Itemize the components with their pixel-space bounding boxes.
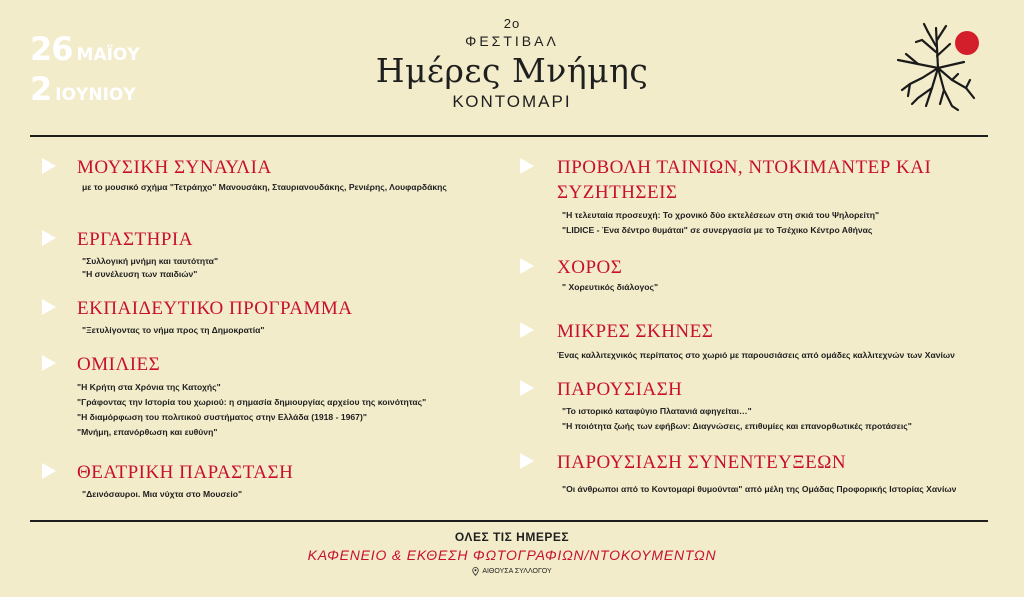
section-title: ΠΡΟΒΟΛΗ ΤΑΙΝΙΩΝ, ΝΤΟΚΙΜΑΝΤΕΡ ΚΑΙ (557, 157, 932, 178)
program-section (42, 353, 426, 439)
play-triangle-icon (520, 322, 534, 338)
play-triangle-icon (520, 158, 534, 174)
section-item: "Οι άνθρωποι από το Κοντομαρί θυμούνται" από μέλη της Ομάδας Προφορικής Ιστορίας Χανίων (562, 484, 957, 494)
venue-label: ΑΙΘΟΥΣΑ ΣΥΛΛΟΓΟΥ (482, 568, 552, 575)
section-title: ΜΟΥΣΙΚΗ ΣΥΝΑΥΛΙΑ (77, 157, 272, 178)
play-triangle-icon (520, 258, 534, 274)
section-item: "Η διαμόρφωση του πολιτικού συστήματος στην Ελλάδα (1918 - 1967)" (77, 412, 367, 422)
footer (0, 530, 1024, 576)
section-title: ΟΜΙΛΙΕΣ (77, 354, 161, 375)
festival-title: Ημέρες Μνήμης (375, 51, 649, 90)
section-item: "Η Κρήτη στα Χρόνια της Κατοχής" (77, 382, 221, 392)
section-item: "LIDICE - Ένα δέντρο θυμάται" σε συνεργασία με το Τσέχικο Κέντρο Αθήνας (562, 225, 873, 235)
play-triangle-icon (42, 299, 56, 315)
footer-activity: ΚΑΦΕΝΕΙΟ & ΕΚΘΕΣΗ ΦΩΤΟΓΡΑΦΙΩΝ/ΝΤΟΚΟΥΜΕΝΤΩΝ (307, 547, 717, 563)
section-item: "Δεινόσαυροι. Μια νύχτα στο Μουσείο" (82, 489, 243, 499)
section-item: " Χορευτικός διάλογος" (562, 282, 659, 292)
venue (0, 567, 1024, 576)
section-title: ΠΑΡΟΥΣΙΑΣΗ (557, 379, 683, 400)
section-item: "Συλλογική μνήμη και ταυτότητα" (82, 256, 219, 266)
play-triangle-icon (42, 463, 56, 479)
section-title: ΕΚΠΑΙΔΕΥΤΙΚΟ ΠΡΟΓΡΑΜΜΑ (77, 298, 353, 319)
right-program-column (520, 156, 1000, 506)
start-month: ΜΑΪΟΥ (76, 45, 140, 65)
section-item: με το μουσικό σχήμα "Τετράηχο" Μανουσάκη, Σταυριανουδάκης, Ρενιέρης, Λουφαρδάκης (82, 182, 447, 192)
section-item: "Η ποιότητα ζωής των εφήβων: Διαγνώσεις, επιθυμίες και επανορθωτικές προτάσεις" (562, 421, 912, 431)
section-title: ΕΡΓΑΣΤΗΡΙΑ (77, 229, 193, 250)
play-triangle-icon (42, 158, 56, 174)
festival-place: ΚΟΝΤΟΜΑΡΙ (452, 92, 572, 111)
festival-header (0, 16, 1024, 112)
tree-roots-logo-icon (888, 18, 988, 114)
play-triangle-icon (520, 453, 534, 469)
program-section (520, 320, 955, 362)
footer-divider (30, 520, 988, 522)
play-triangle-icon (42, 355, 56, 371)
header-divider (30, 135, 988, 137)
section-title: ΣΥΖΗΤΗΣΕΙΣ (557, 182, 678, 203)
program-section (42, 156, 447, 194)
program-section (42, 228, 218, 281)
start-day: 26 (30, 30, 73, 68)
play-triangle-icon (42, 230, 56, 246)
location-pin-icon (472, 567, 479, 576)
section-item: "Μνήμη, επανόρθωση και ευθύνη" (77, 427, 218, 437)
edition-label: 2ο (503, 16, 521, 31)
end-day: 2 (30, 70, 52, 108)
end-month: ΙΟΥΝΙΟΥ (55, 85, 136, 105)
left-program-column (42, 156, 502, 506)
section-title: ΧΟΡΟΣ (557, 257, 623, 278)
section-item: Ένας καλλιτεχνικός περίπατος στο χωριό με παρουσιάσεις από ομάδες καλλιτεχνών των Χανίων (557, 350, 955, 360)
section-item: "Γράφοντας την Ιστορία του χωριού: η σημασία δημιουργίας αρχείου της κοινότητας" (77, 397, 427, 407)
section-item: "Ξετυλίγοντας το νήμα προς τη Δημοκρατία" (82, 325, 265, 335)
play-triangle-icon (520, 380, 534, 396)
program-section (520, 378, 912, 433)
program-section (520, 156, 931, 237)
section-title: ΠΑΡΟΥΣΙΑΣΗ ΣΥΝΕΝΤΕΥΞΕΩΝ (557, 452, 847, 473)
program-section (42, 297, 353, 337)
section-item: "Το ιστορικό καταφύγιο Πλατανιά αφηγείται…" (562, 406, 752, 416)
festival-label: ΦΕΣΤΙΒΑΛ (465, 33, 559, 49)
section-item: "Η συνέλευση των παιδιών" (82, 269, 198, 279)
program-section (520, 256, 658, 294)
section-title: ΜΙΚΡΕΣ ΣΚΗΝΕΣ (557, 321, 714, 342)
section-item: "Η τελευταία προσευχή: Το χρονικό δύο εκτελέσεων στη σκιά του Ψηλορείτη" (562, 210, 880, 220)
footer-heading: ΟΛΕΣ ΤΙΣ ΗΜΕΡΕΣ (454, 530, 570, 544)
program-section (42, 461, 293, 501)
program-section (520, 451, 956, 496)
section-title: ΘΕΑΤΡΙΚΗ ΠΑΡΑΣΤΑΣΗ (77, 462, 294, 483)
